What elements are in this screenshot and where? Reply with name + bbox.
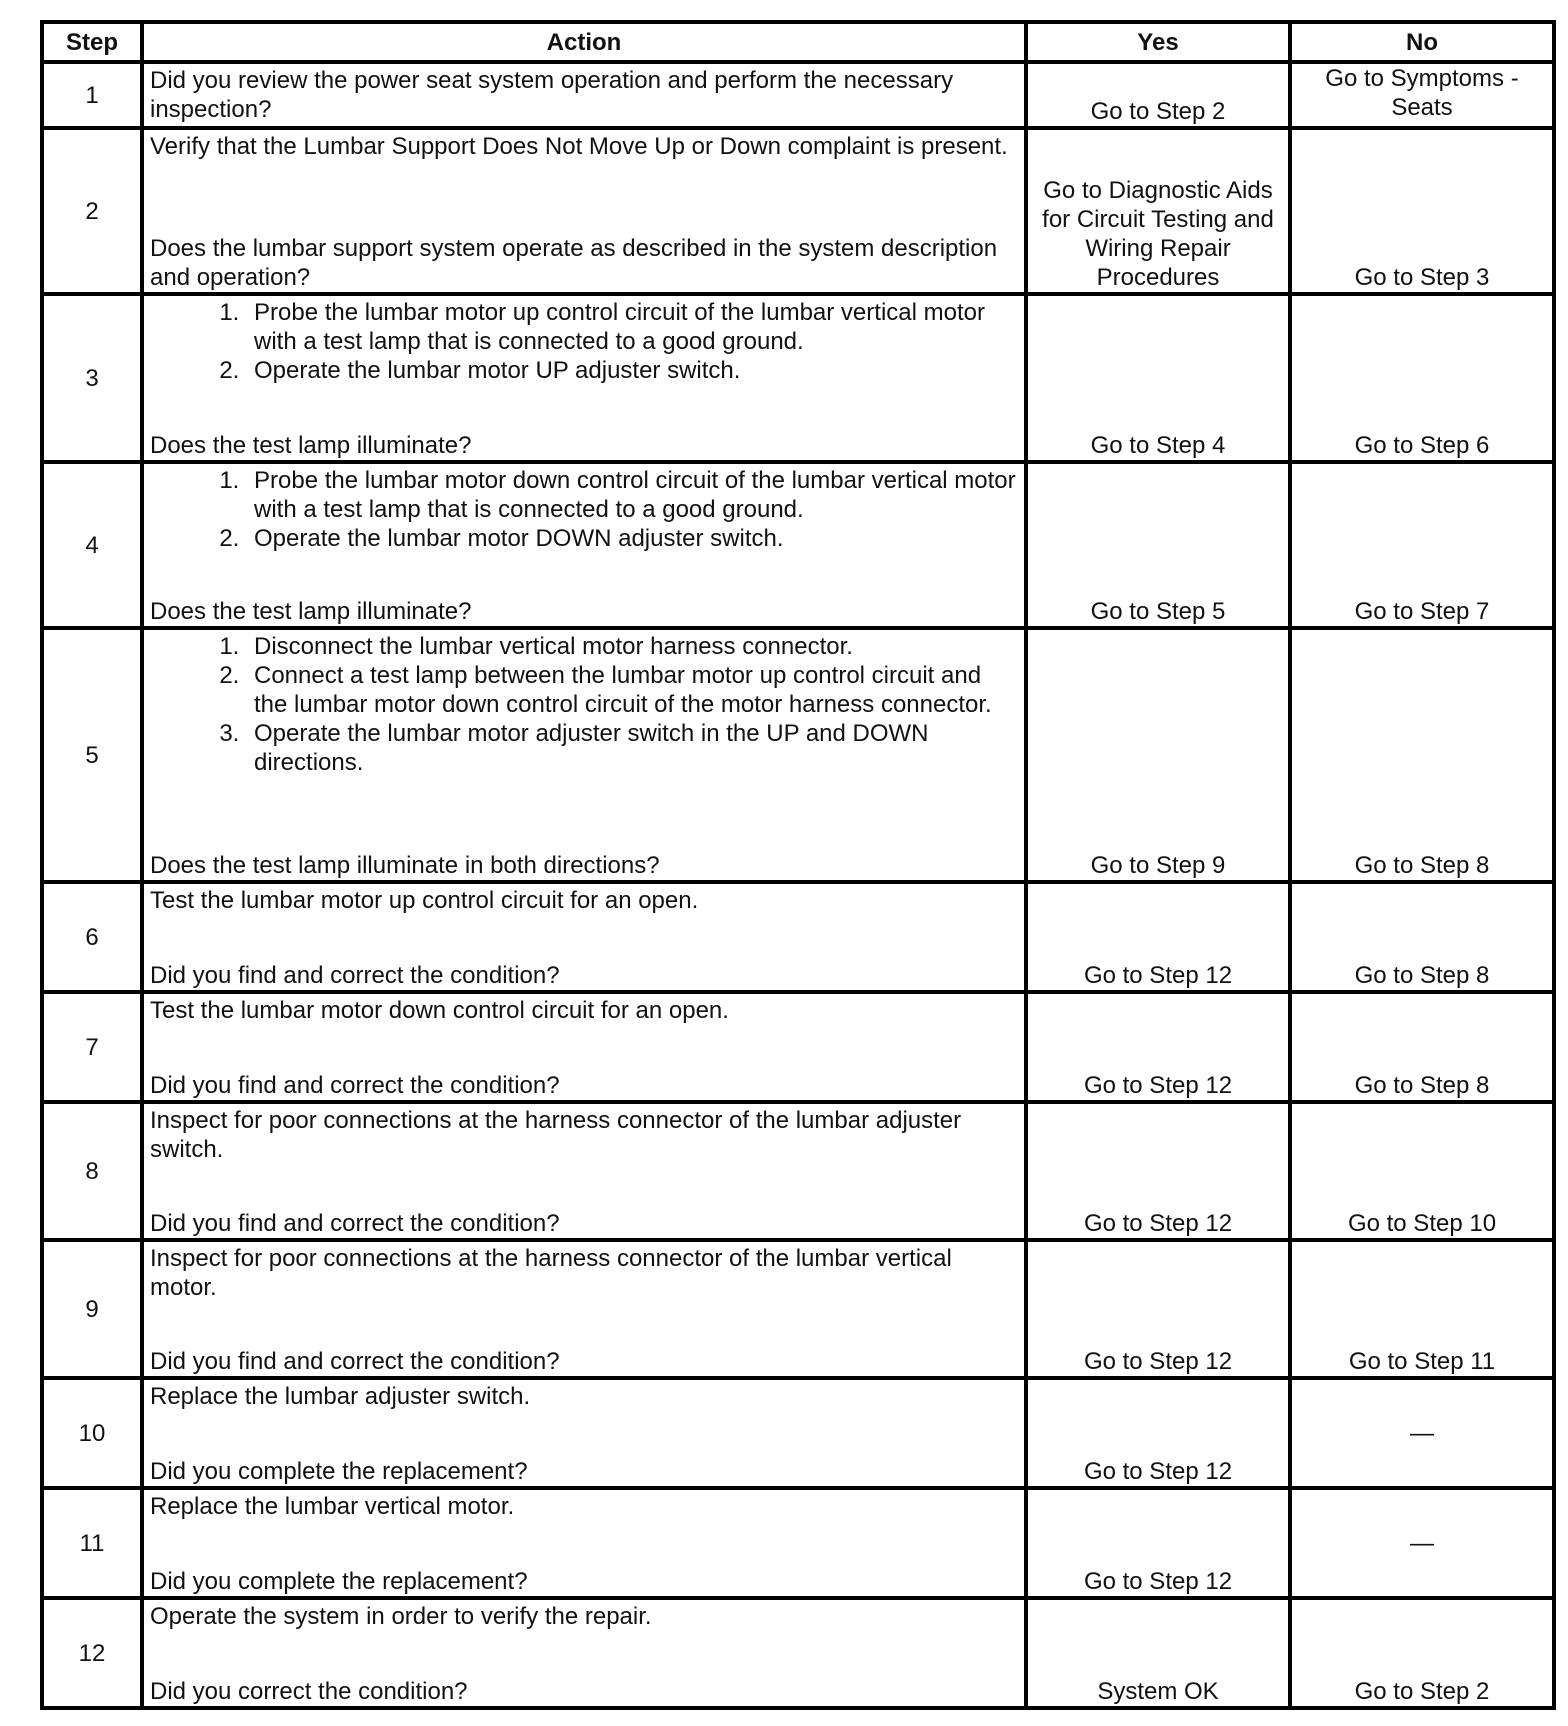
action-text: Test the lumbar motor down control circuit for an open. bbox=[150, 997, 729, 1024]
action-question: Does the test lamp illuminate in both directions? bbox=[150, 852, 660, 879]
table-row bbox=[42, 62, 1554, 128]
no-result: Go to Step 11 bbox=[1290, 1240, 1554, 1378]
action-question: Does the test lamp illuminate? bbox=[150, 598, 472, 625]
action-steps bbox=[150, 466, 1018, 553]
yes-result: Go to Step 12 bbox=[1026, 1378, 1290, 1488]
action-cell bbox=[142, 628, 1026, 882]
table-row bbox=[42, 1102, 1554, 1240]
yes-result: Go to Step 5 bbox=[1026, 462, 1290, 628]
step-number: 9 bbox=[42, 1240, 142, 1378]
header-action: Action bbox=[142, 22, 1026, 62]
header-step: Step bbox=[42, 22, 142, 62]
no-result: Go to Step 8 bbox=[1290, 992, 1554, 1102]
step-number: 4 bbox=[42, 462, 142, 628]
action-cell bbox=[142, 882, 1026, 992]
no-result: Go to Step 8 bbox=[1290, 882, 1554, 992]
action-question: Did you find and correct the condition? bbox=[150, 1210, 560, 1237]
action-question: Did you find and correct the condition? bbox=[150, 1348, 560, 1375]
action-question: Does the test lamp illuminate? bbox=[150, 432, 472, 459]
action-step-item: 3. Operate the lumbar motor adjuster switch in the UP and DOWN directions. bbox=[246, 719, 1018, 777]
yes-result: Go to Step 12 bbox=[1026, 1488, 1290, 1598]
no-result: — bbox=[1290, 1378, 1554, 1488]
no-result: Go to Step 7 bbox=[1290, 462, 1554, 628]
step-number: 7 bbox=[42, 992, 142, 1102]
no-result: Go to Step 2 bbox=[1290, 1598, 1554, 1708]
header-row bbox=[42, 22, 1554, 62]
action-step-item: 1. Probe the lumbar motor up control circuit of the lumbar vertical motor with a test lamp that is connected to a good ground. bbox=[246, 298, 1018, 356]
yes-result: Go to Step 12 bbox=[1026, 992, 1290, 1102]
header-no: No bbox=[1290, 22, 1554, 62]
yes-result: Go to Step 2 bbox=[1026, 62, 1290, 128]
step-number: 2 bbox=[42, 128, 142, 294]
step-number: 11 bbox=[42, 1488, 142, 1598]
step-number: 1 bbox=[42, 62, 142, 128]
action-question: Did you find and correct the condition? bbox=[150, 962, 560, 989]
yes-result: System OK bbox=[1026, 1598, 1290, 1708]
action-cell bbox=[142, 1378, 1026, 1488]
action-text: Verify that the Lumbar Support Does Not Move Up or Down complaint is present. bbox=[150, 133, 1008, 160]
step-number: 3 bbox=[42, 294, 142, 462]
action-steps bbox=[150, 632, 1018, 777]
table-row bbox=[42, 1240, 1554, 1378]
action-text: Operate the system in order to verify the repair. bbox=[150, 1603, 652, 1630]
action-text: Replace the lumbar vertical motor. bbox=[150, 1493, 515, 1520]
no-result: Go to Step 3 bbox=[1290, 128, 1554, 294]
action-cell bbox=[142, 1598, 1026, 1708]
no-result: Go to Step 8 bbox=[1290, 628, 1554, 882]
action-question: Did you find and correct the condition? bbox=[150, 1072, 560, 1099]
yes-result: Go to Diagnostic Aids for Circuit Testing and Wiring Repair Procedures bbox=[1026, 128, 1290, 294]
yes-result: Go to Step 4 bbox=[1026, 294, 1290, 462]
step-number: 12 bbox=[42, 1598, 142, 1708]
no-result: Go to Step 6 bbox=[1290, 294, 1554, 462]
action-step-item: 1. Disconnect the lumbar vertical motor harness connector. bbox=[246, 632, 1018, 661]
action-text: Replace the lumbar adjuster switch. bbox=[150, 1383, 531, 1410]
action-question: Does the lumbar support system operate as described in the system description and operation? bbox=[150, 235, 998, 291]
step-number: 5 bbox=[42, 628, 142, 882]
diagnostic-table bbox=[40, 20, 1556, 1710]
action-question: Did you correct the condition? bbox=[150, 1678, 468, 1705]
action-step-item: 1. Probe the lumbar motor down control circuit of the lumbar vertical motor with a test lamp that is connected to a good ground. bbox=[246, 466, 1018, 524]
action-cell bbox=[142, 1488, 1026, 1598]
header-yes: Yes bbox=[1026, 22, 1290, 62]
table-row bbox=[42, 128, 1554, 294]
action-cell bbox=[142, 128, 1026, 294]
action-cell bbox=[142, 294, 1026, 462]
step-number: 10 bbox=[42, 1378, 142, 1488]
action-question: Did you complete the replacement? bbox=[150, 1458, 528, 1485]
action-step-item: 2. Operate the lumbar motor DOWN adjuster switch. bbox=[246, 524, 1018, 553]
table-row bbox=[42, 462, 1554, 628]
yes-result: Go to Step 12 bbox=[1026, 882, 1290, 992]
action-steps bbox=[150, 298, 1018, 385]
no-result: Go to Step 10 bbox=[1290, 1102, 1554, 1240]
action-question: Did you complete the replacement? bbox=[150, 1568, 528, 1595]
action-text: Inspect for poor connections at the harness connector of the lumbar vertical motor. bbox=[150, 1245, 952, 1301]
table-row bbox=[42, 992, 1554, 1102]
step-number: 8 bbox=[42, 1102, 142, 1240]
no-result: Go to Symptoms - Seats bbox=[1290, 62, 1554, 128]
action-step-item: 2. Operate the lumbar motor UP adjuster switch. bbox=[246, 356, 1018, 385]
step-number: 6 bbox=[42, 882, 142, 992]
yes-result: Go to Step 12 bbox=[1026, 1240, 1290, 1378]
action-text: Inspect for poor connections at the harness connector of the lumbar adjuster switch. bbox=[150, 1107, 962, 1163]
action-cell bbox=[142, 1240, 1026, 1378]
table-row bbox=[42, 628, 1554, 882]
table-row bbox=[42, 1378, 1554, 1488]
yes-result: Go to Step 12 bbox=[1026, 1102, 1290, 1240]
yes-result: Go to Step 9 bbox=[1026, 628, 1290, 882]
no-result: — bbox=[1290, 1488, 1554, 1598]
action-step-item: 2. Connect a test lamp between the lumbar motor up control circuit and the lumbar motor down control circuit of the motor harness connector. bbox=[246, 661, 1018, 719]
action-cell bbox=[142, 462, 1026, 628]
table-row bbox=[42, 1488, 1554, 1598]
table-row bbox=[42, 294, 1554, 462]
table-row bbox=[42, 882, 1554, 992]
action-text: Did you review the power seat system operation and perform the necessary inspection? bbox=[150, 67, 954, 123]
action-cell bbox=[142, 1102, 1026, 1240]
action-text: Test the lumbar motor up control circuit for an open. bbox=[150, 887, 699, 914]
action-cell bbox=[142, 62, 1026, 128]
action-cell bbox=[142, 992, 1026, 1102]
table-row bbox=[42, 1598, 1554, 1708]
